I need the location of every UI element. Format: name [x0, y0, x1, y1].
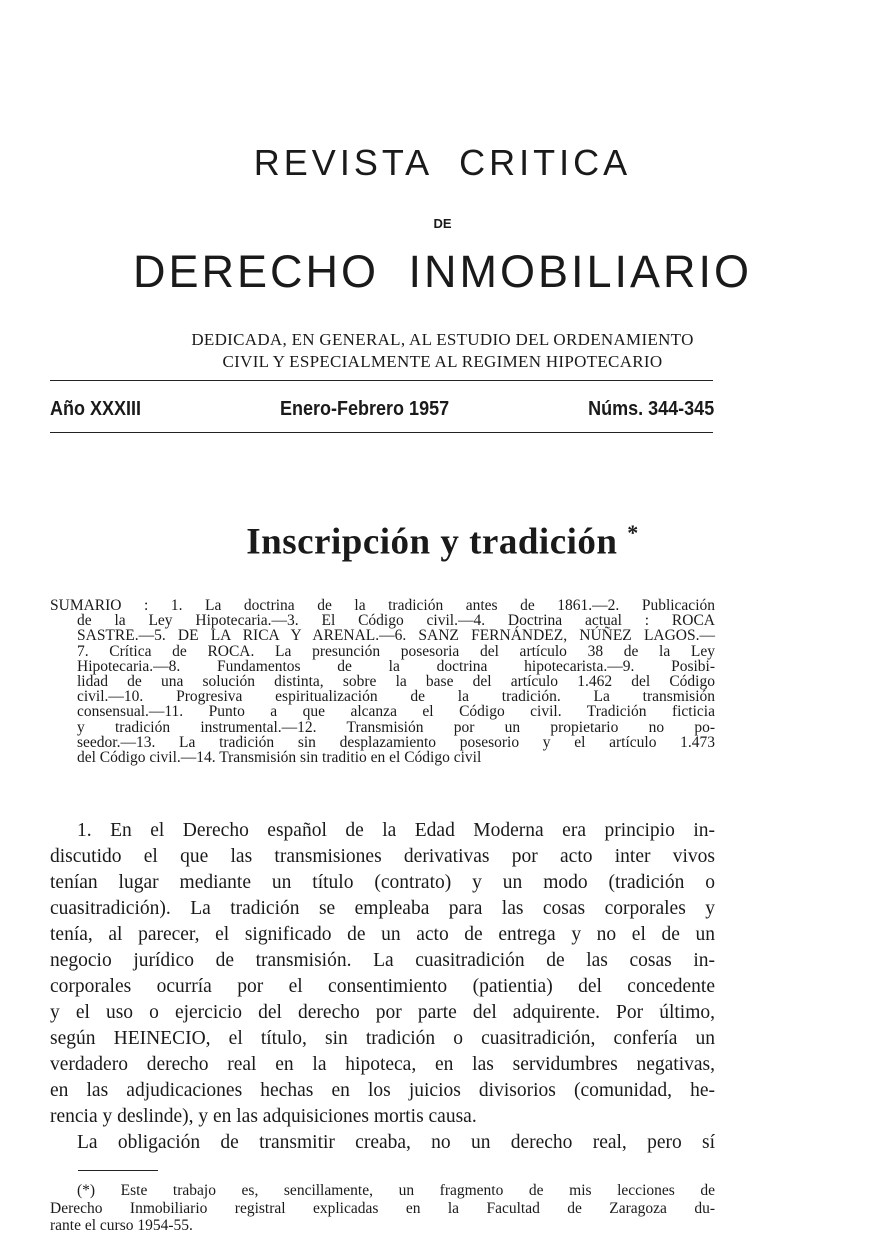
body-line: 1. En el Derecho español de la Edad Moderna era principio in- — [77, 820, 715, 841]
body-line: según HEINECIO, el título, sin tradición o cuasitradición, confería un — [50, 1028, 715, 1049]
issue-year: Año XXXIII — [50, 398, 142, 420]
body-line: negocio jurídico de transmisión. La cuasitradición de las cosas in- — [50, 950, 715, 971]
summary-line: SASTRE.—5. DE LA RICA Y ARENAL.—6. SANZ FERNÁNDEZ, NÚÑEZ LAGOS.— — [77, 627, 715, 645]
article-body — [50, 818, 715, 1156]
footnote-line: rante el curso 1954-55. — [50, 1217, 193, 1234]
summary-line: civil.—10. Progresiva espiritualización de la tradición. La transmisión — [77, 688, 715, 706]
footnote-divider — [78, 1170, 158, 1171]
issue-date: Enero-Febrero 1957 — [280, 398, 450, 420]
journal-title-de: DE — [433, 216, 452, 231]
summary-line: 7. Crítica de ROCA. La presunción posesoria del artículo 38 de la Ley — [77, 642, 715, 660]
divider — [50, 380, 713, 381]
body-line: en las adjudicaciones hechas en los juicios divisorios (comunidad, he- — [50, 1080, 715, 1101]
footnote-line: (*) Este trabajo es, sencillamente, un fragmento de mis lecciones de — [77, 1182, 715, 1199]
summary — [50, 598, 715, 765]
body-line: rencia y deslinde), y en las adquisiciones mortis causa. — [50, 1106, 477, 1127]
issue-info — [50, 398, 714, 421]
article-title-text: Inscripción y tradición — [246, 521, 618, 563]
summary-line: Hipotecaria.—8. Fundamentos de la doctrina hipotecarista.—9. Posibi- — [77, 657, 715, 675]
body-line: discutido el que las transmisiones derivativas por acto inter vivos — [50, 846, 715, 867]
body-line: corporales ocurría por el consentimiento (patientia) del concedente — [50, 976, 715, 997]
body-line: y el uso o ejercicio del derecho por parte del adquirente. Por último, — [50, 1002, 715, 1023]
footnote — [50, 1182, 715, 1235]
body-line: La obligación de transmitir creaba, no un derecho real, pero sí — [77, 1132, 715, 1153]
body-line: tenía, al parecer, el significado de un acto de entrega y no el de un — [50, 924, 715, 945]
summary-line: consensual.—11. Punto a que alcanza el Código civil. Tradición ficticia — [77, 703, 715, 721]
footnote-line: Derecho Inmobiliario registral explicadas en la Facultad de Zaragoza du- — [50, 1199, 715, 1217]
summary-line: y tradición instrumental.—12. Transmisión por un propietario no po- — [77, 718, 715, 736]
divider — [50, 432, 713, 433]
summary-line: lidad de una solución distinta, sobre la base del artículo 1.462 del Código — [77, 673, 715, 691]
summary-line: seedor.—13. La tradición sin desplazamiento posesorio y el artículo 1.473 — [77, 733, 715, 751]
summary-line: de la Ley Hipotecaria.—3. El Código civil.—4. Doctrina actual : ROCA — [77, 612, 715, 630]
article-title — [0, 520, 885, 563]
footnote-mark: * — [627, 520, 639, 545]
journal-title-line1: REVISTA CRITICA — [253, 142, 632, 183]
body-line: tenían lugar mediante un título (contrato) y un modo (tradición o — [50, 872, 715, 893]
body-line: verdadero derecho real en la hipoteca, en las servidumbres negativas, — [50, 1054, 715, 1075]
issue-numbers: Núms. 344-345 — [588, 398, 715, 420]
body-line: cuasitradición). La tradición se empleaba para las cosas corporales y — [50, 898, 715, 919]
summary-line: del Código civil.—14. Transmisión sin traditio en el Código civil — [77, 749, 482, 767]
journal-subtitle-1: DEDICADA, EN GENERAL, AL ESTUDIO DEL ORDENAMIENTO — [191, 330, 694, 349]
summary-line: SUMARIO : 1. La doctrina de la tradición antes de 1861.—2. Publicación — [50, 597, 715, 614]
journal-title-line3: DERECHO INMOBILIARIO — [132, 246, 753, 297]
journal-subtitle-2: CIVIL Y ESPECIALMENTE AL REGIMEN HIPOTECARIO — [222, 352, 663, 371]
